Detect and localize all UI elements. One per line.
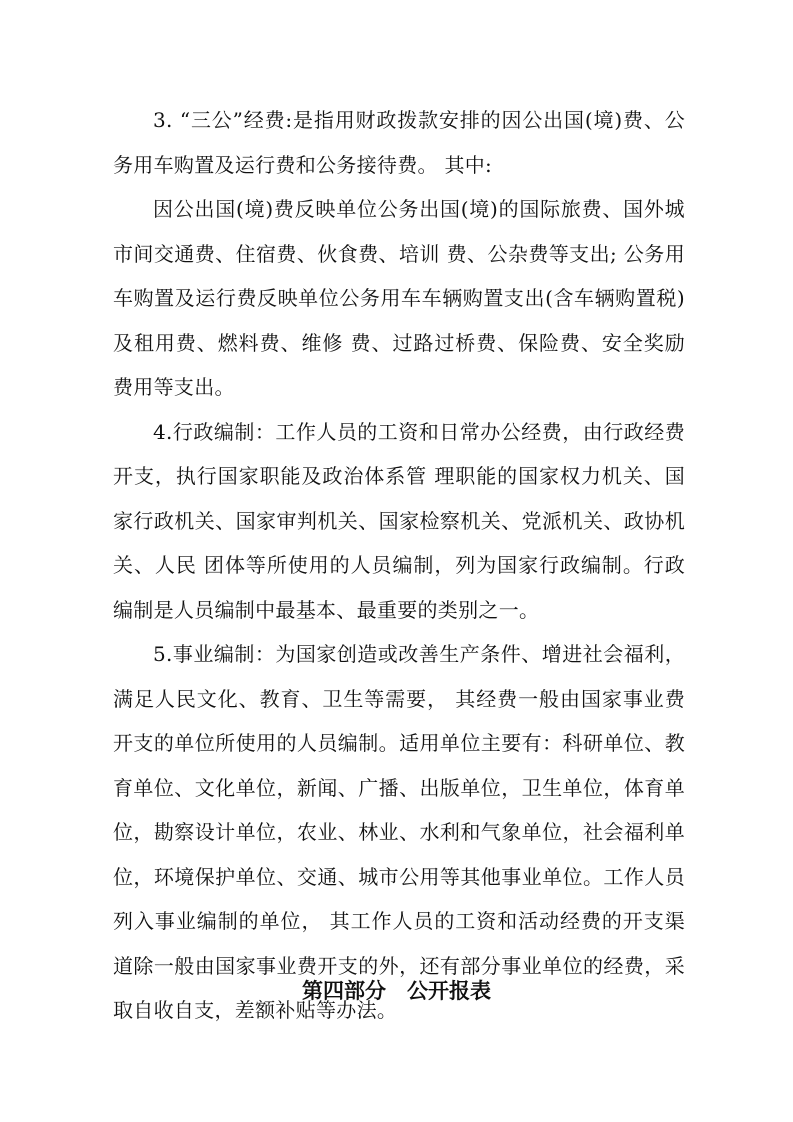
- document-body: [113, 98, 685, 1033]
- paragraph-sangong-details: 因公出国(境)费反映单位公务出国(境)的国际旅费、国外城市间交通费、住宿费、伙食费、培训 费、公杂费等支出; 公务用车购置及运行费反映单位公务用车车辆购置支出(含车辆购置税)及租用费、燃料费、维修 费、过路过桥费、保险费、安全奖励费用等支出。: [113, 197, 685, 399]
- section-title: 第四部分 公开报表: [302, 979, 491, 1003]
- paragraph-sangong-definition: 3. “三公”经费:是指用财政拨款安排的因公出国(境)费、公务用车购置及运行费和公务接待费。 其中:: [113, 108, 685, 177]
- paragraph-institutional-staffing: 5.事业编制：为国家创造或改善生产条件、增进社会福利，满足人民文化、教育、卫生等需要， 其经费一般由国家事业费开支的单位所使用的人员编制。适用单位主要有：科研单位、教育单位、文化单位，新闻、广播、出版单位，卫生单位，体育单位，勘察设计单位，农业、林业、水利和气象单位，社会福利单位，环境保护单位、交通、城市公用等其他事业单位。工作人员列入事业编制的单位， 其工作人员的工资和活动经费的开支渠道除一般由国家事业费开支的外，还有部分事业单位的经费，采取自收自支，差额补贴等办法。: [113, 642, 685, 1022]
- paragraph-administrative-staffing: 4.行政编制：工作人员的工资和日常办公经费，由行政经费开支，执行国家职能及政治体系管 理职能的国家权力机关、国家行政机关、国家审判机关、国家检察机关、党派机关、政协机关、人民 团体等所使用的人员编制，列为国家行政编制。行政编制是人员编制中最基本、最重要的类别之一。: [113, 419, 685, 622]
